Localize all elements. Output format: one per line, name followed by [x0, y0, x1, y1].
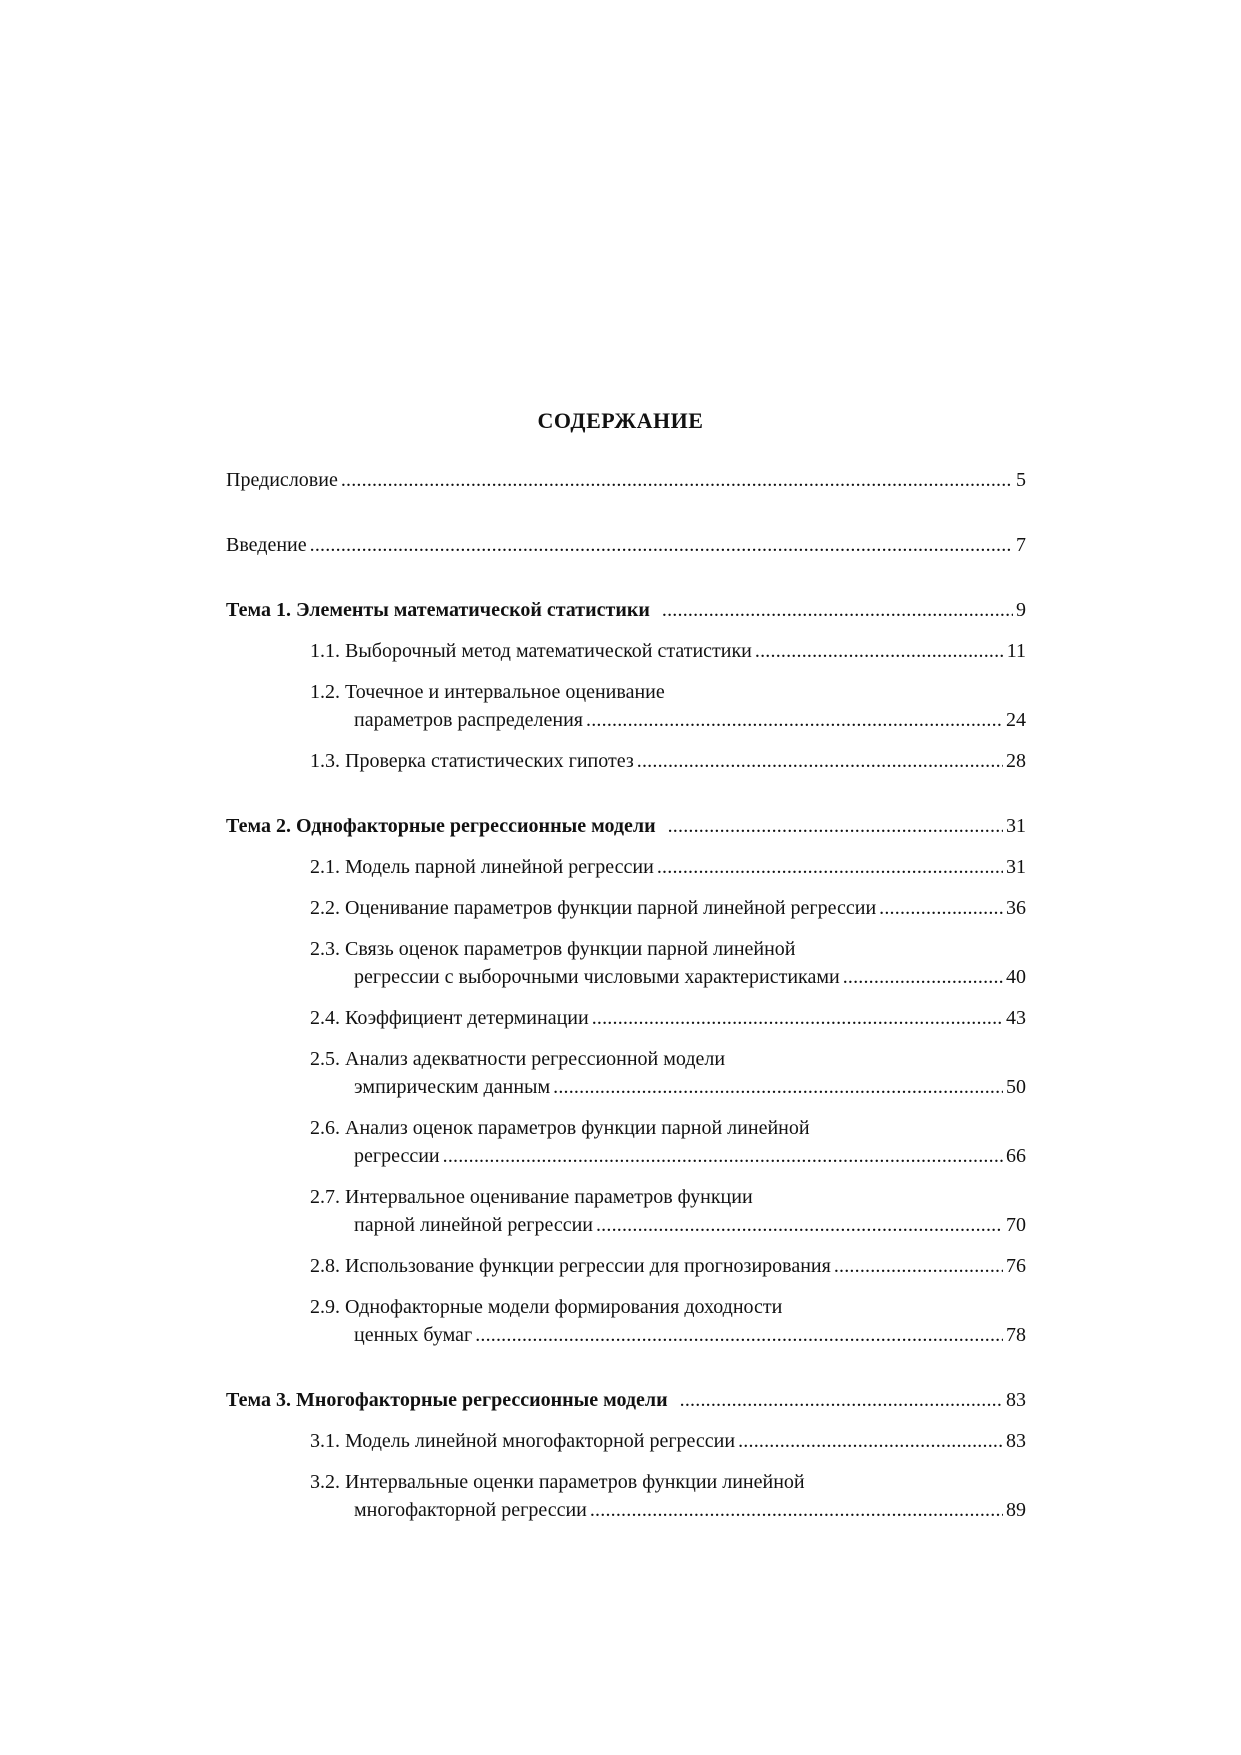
leader-dots — [553, 1073, 1003, 1101]
leader-dots — [680, 1386, 1003, 1414]
toc-page-number: 7 — [1016, 534, 1026, 556]
toc-entry-2-3[interactable] — [354, 963, 1026, 991]
toc-label: Тема 1. Элементы математической статистики — [226, 599, 650, 621]
toc-label: Введение — [226, 534, 307, 556]
toc-label: 1.1. Выборочный метод математической статистики — [310, 640, 752, 662]
leader-dots — [310, 531, 1013, 559]
toc-entry-2-7-first-line[interactable]: 2.7. Интервальное оценивание параметров функции — [310, 1186, 753, 1208]
page-title: СОДЕРЖАНИЕ — [537, 408, 704, 433]
toc-page-number: 28 — [1006, 750, 1026, 772]
toc-label: регрессии — [354, 1145, 440, 1167]
toc-page-number: 83 — [1006, 1430, 1026, 1452]
leader-dots — [843, 963, 1003, 991]
toc-entry-1-1[interactable] — [310, 637, 1026, 665]
toc-entry-1-3[interactable] — [310, 747, 1026, 775]
toc-page-number: 9 — [1016, 599, 1026, 621]
toc-entry-2-6-first-line[interactable]: 2.6. Анализ оценок параметров функции парной линейной — [310, 1117, 810, 1139]
leader-dots — [586, 706, 1003, 734]
toc-page-number: 50 — [1006, 1076, 1026, 1098]
toc-page-number: 43 — [1006, 1007, 1026, 1029]
leader-dots — [475, 1321, 1003, 1349]
toc-page-number: 31 — [1006, 856, 1026, 878]
toc-label: 3.1. Модель линейной многофакторной регрессии — [310, 1430, 736, 1452]
toc-page-number: 5 — [1016, 469, 1026, 491]
toc-label: парной линейной регрессии — [354, 1214, 593, 1236]
toc-entry-2-8[interactable] — [310, 1252, 1026, 1280]
toc-page-number: 78 — [1006, 1324, 1026, 1346]
toc-label: регрессии с выборочными числовыми характеристиками — [354, 966, 840, 988]
leader-dots — [596, 1211, 1003, 1239]
leader-dots — [662, 596, 1013, 624]
toc-entry-1-2[interactable] — [354, 706, 1026, 734]
toc-label: Тема 2. Однофакторные регрессионные модели — [226, 815, 656, 837]
toc-entry-3-2[interactable] — [354, 1496, 1026, 1524]
toc-entry-topic-3[interactable] — [226, 1386, 1026, 1414]
toc-entry-2-2[interactable] — [310, 894, 1026, 922]
toc-page-number: 24 — [1006, 709, 1026, 731]
toc-page-number: 40 — [1006, 966, 1026, 988]
toc-entry-2-6[interactable] — [354, 1142, 1026, 1170]
toc-label: 2.4. Коэффициент детерминации — [310, 1007, 589, 1029]
leader-dots — [834, 1252, 1003, 1280]
toc-page-number: 31 — [1006, 815, 1026, 837]
toc-page-number: 89 — [1006, 1499, 1026, 1521]
toc-page-number: 36 — [1006, 897, 1026, 919]
toc-entry-2-5-first-line[interactable]: 2.5. Анализ адекватности регрессионной модели — [310, 1048, 726, 1070]
toc-entry-3-1[interactable] — [310, 1427, 1026, 1455]
toc-entry-intro[interactable] — [226, 531, 1026, 559]
toc-label: параметров распределения — [354, 709, 584, 731]
leader-dots — [590, 1496, 1003, 1524]
leader-dots — [657, 853, 1003, 881]
toc-label: эмпирическим данным — [354, 1076, 551, 1098]
leader-dots — [443, 1142, 1003, 1170]
toc-entry-2-5[interactable] — [354, 1073, 1026, 1101]
toc-page-number: 76 — [1006, 1255, 1026, 1277]
leader-dots — [592, 1004, 1003, 1032]
toc-entry-2-3-first-line[interactable]: 2.3. Связь оценок параметров функции парной линейной — [310, 938, 796, 960]
toc-label: 2.1. Модель парной линейной регрессии — [310, 856, 654, 878]
leader-dots — [668, 812, 1003, 840]
toc-label: Предисловие — [226, 469, 338, 491]
leader-dots — [755, 637, 1004, 665]
leader-dots — [879, 894, 1003, 922]
toc-entry-2-7[interactable] — [354, 1211, 1026, 1239]
toc-entry-topic-1[interactable] — [226, 596, 1026, 624]
toc-label: Тема 3. Многофакторные регрессионные модели — [226, 1389, 668, 1411]
leader-dots — [341, 466, 1013, 494]
toc-entry-2-9-first-line[interactable]: 2.9. Однофакторные модели формирования доходности — [310, 1296, 783, 1318]
toc-page-number: 11 — [1006, 640, 1026, 662]
toc-label: 2.8. Использование функции регрессии для прогнозирования — [310, 1255, 831, 1277]
leader-dots — [738, 1427, 1003, 1455]
toc-page-number: 70 — [1006, 1214, 1026, 1236]
toc-label: ценных бумаг — [354, 1324, 473, 1346]
toc-label: многофакторной регрессии — [354, 1499, 587, 1521]
toc-page-number: 83 — [1006, 1389, 1026, 1411]
toc-page-number: 66 — [1006, 1145, 1026, 1167]
toc-entry-2-1[interactable] — [310, 853, 1026, 881]
toc-entry-topic-2[interactable] — [226, 812, 1026, 840]
toc-entry-2-4[interactable] — [310, 1004, 1026, 1032]
toc-entry-3-2-first-line[interactable]: 3.2. Интервальные оценки параметров функции линейной — [310, 1471, 805, 1493]
toc-entry-preface[interactable] — [226, 466, 1026, 494]
toc-entry-2-9[interactable] — [354, 1321, 1026, 1349]
toc-label: 1.3. Проверка статистических гипотез — [310, 750, 634, 772]
toc-entry-1-2-first-line[interactable]: 1.2. Точечное и интервальное оценивание — [310, 681, 665, 703]
leader-dots — [637, 747, 1003, 775]
toc-label: 2.2. Оценивание параметров функции парной линейной регрессии — [310, 897, 877, 919]
